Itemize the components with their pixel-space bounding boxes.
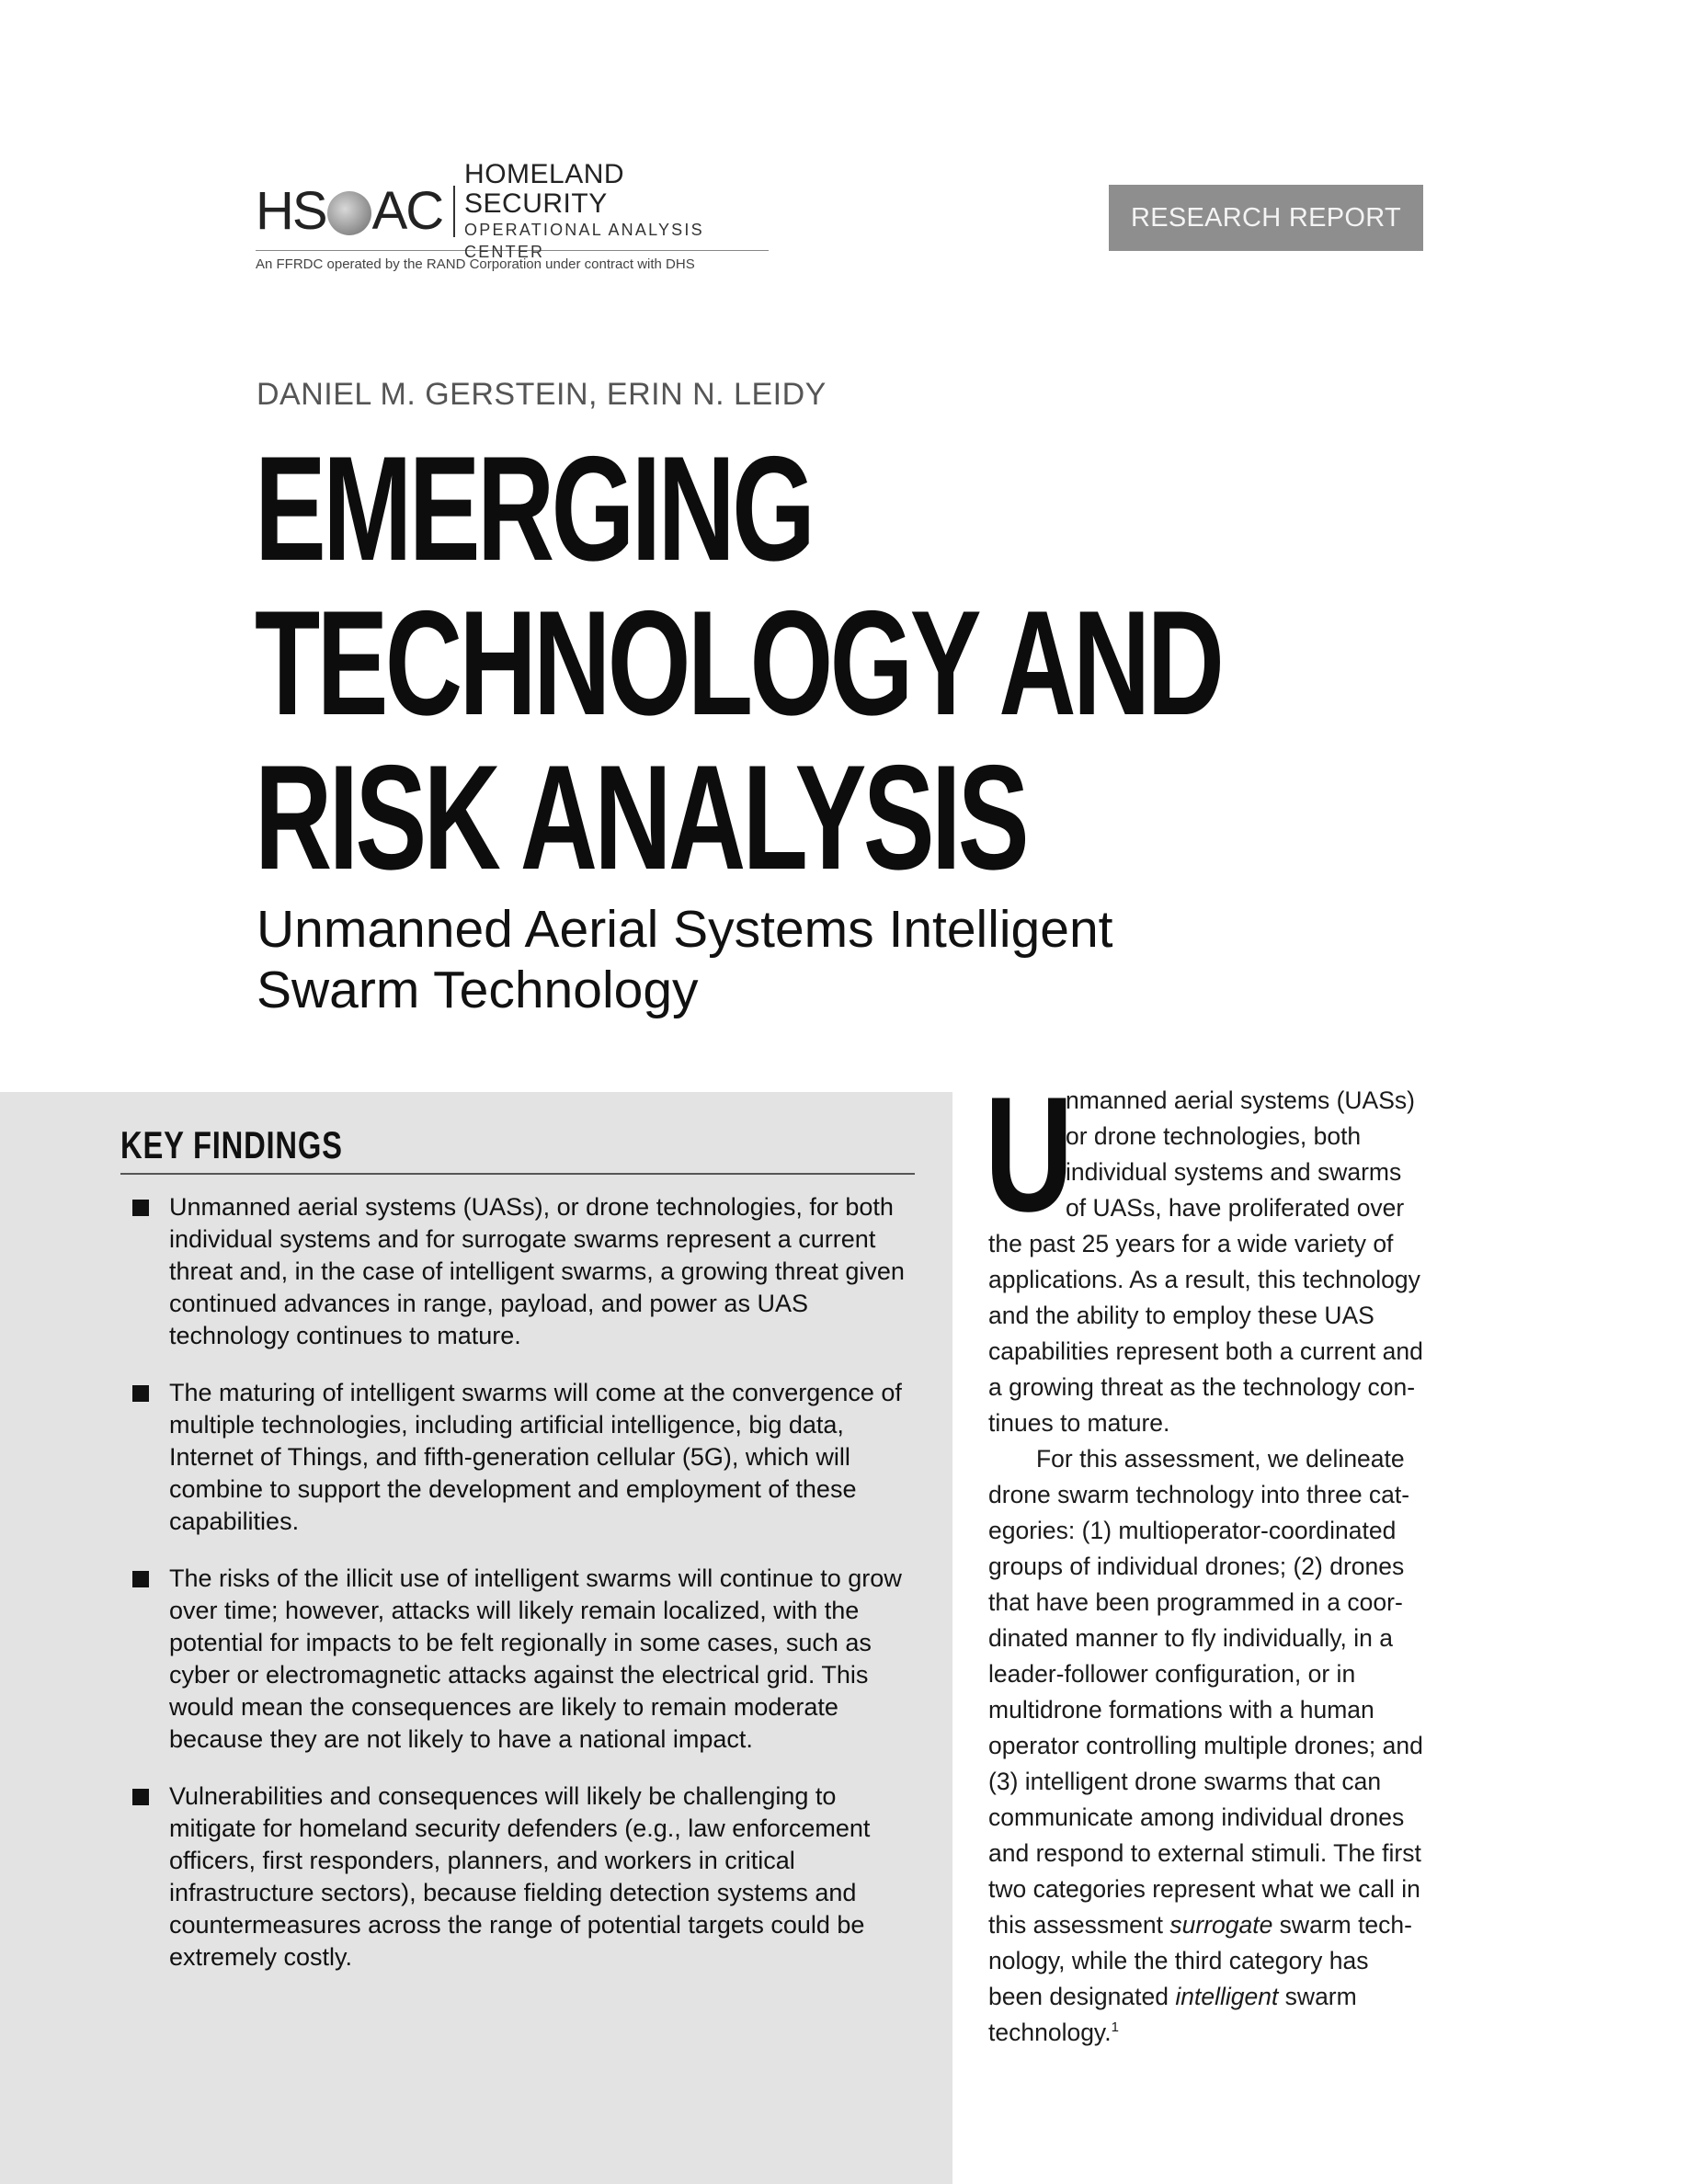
key-findings-rule <box>120 1173 915 1175</box>
drop-cap: U <box>985 1063 1074 1246</box>
square-bullet-icon <box>132 1571 149 1587</box>
logo-name-line2: OPERATIONAL ANALYSIS CENTER <box>464 221 704 261</box>
key-findings-heading: KEY FINDINGS <box>120 1123 343 1166</box>
footnote-reference[interactable]: 1 <box>1111 2019 1119 2036</box>
square-bullet-icon <box>132 1200 149 1216</box>
page-title <box>255 426 1222 901</box>
key-findings-list <box>132 1191 912 1998</box>
title-line-2: TECHNOLOGY AND <box>255 580 1222 746</box>
body-paragraph-1 <box>985 1063 1428 1441</box>
paragraph-2-text-a: For this assessment, we delineate drone swarm technology into three categories: (1) multioperator-coordinated groups of individual drones; (2) drones that have been programmed in a coordinated manner to fly individually, in a leader-follower configuration, or in multidrone formations with a human operator controlling multiple drones; and (3) intelligent drone swarms that can communicate among individual drones and respond to external stimuli. The first two categories represent what we call in this assessment <box>988 1445 1423 1939</box>
logo-divider <box>453 186 455 237</box>
subtitle-line-1: Unmanned Aerial Systems Intelligent <box>257 900 1113 959</box>
list-item <box>132 1780 912 1974</box>
logo-wordmark <box>256 181 443 241</box>
paragraph-2-text-b: swarm technology, while the third category has been designated <box>988 1911 1412 2010</box>
logo-name-line1: HOMELAND SECURITY <box>464 159 625 219</box>
globe-icon <box>327 191 371 235</box>
emphasis-intelligent: intelligent <box>1175 1983 1279 2010</box>
logo-letters-left: HS <box>256 181 326 241</box>
key-finding-text: Vulnerabilities and consequences will likely be challenging to mitigate for homeland security defenders (e.g., law enforcement officers, first responders, planners, and workers in critical infrastructure sectors), because fielding detection systems and countermeasures across the range of potential targets could be extremely costly. <box>169 1782 871 1971</box>
emphasis-surrogate: surrogate <box>1169 1911 1273 1939</box>
logo-letters-right: AC <box>371 181 443 241</box>
key-finding-text: The maturing of intelligent swarms will come at the convergence of multiple technologies, including artificial intelligence, big data, Internet of Things, and fifth-generation cellular (5G), which will combine to support the development and employment of these capabilities. <box>169 1379 902 1535</box>
list-item <box>132 1377 912 1538</box>
logo-subtitle: An FFRDC operated by the RAND Corporation under contract with DHS <box>256 256 695 272</box>
body-paragraph-2 <box>988 1441 1428 2051</box>
body-text-column <box>985 1063 1428 2051</box>
subtitle <box>257 899 1268 1020</box>
title-line-3: RISK ANALYSIS <box>255 734 1027 901</box>
key-finding-text: The risks of the illicit use of intelligent swarms will continue to grow over time; however, attacks will likely remain localized, with the potential for impacts to be felt regionally in some cases, such as cyber or electromagnetic attacks against the electrical grid. This would mean the consequences are likely to remain moderate because they are not likely to have a national impact. <box>169 1564 902 1753</box>
square-bullet-icon <box>132 1789 149 1805</box>
title-line-1: EMERGING <box>255 426 813 592</box>
paragraph-1-text: nmanned aerial systems (UASs) or drone technologies, both individual systems and swarms of UASs, have proliferated over the past 25 years for a wide variety of applications. As a result, this technology and the ability to employ these UAS capabilities represent both a current and a growing threat as the technology continues to mature. <box>988 1086 1423 1437</box>
paragraph-2-text-c: swarm technology. <box>988 1983 1357 2046</box>
hsoac-logo <box>256 159 770 272</box>
key-finding-text: Unmanned aerial systems (UASs), or drone technologies, for both individual systems and for surrogate swarms represent a current threat and, in the case of intelligent swarms, a growing threat given continued advances in range, payload, and power as UAS technology continues to mature. <box>169 1193 905 1349</box>
square-bullet-icon <box>132 1385 149 1402</box>
list-item <box>132 1563 912 1756</box>
list-item <box>132 1191 912 1352</box>
subtitle-line-2: Swarm Technology <box>257 961 699 1019</box>
authors: DANIEL M. GERSTEIN, ERIN N. LEIDY <box>257 377 827 412</box>
research-report-badge: RESEARCH REPORT <box>1109 185 1423 251</box>
